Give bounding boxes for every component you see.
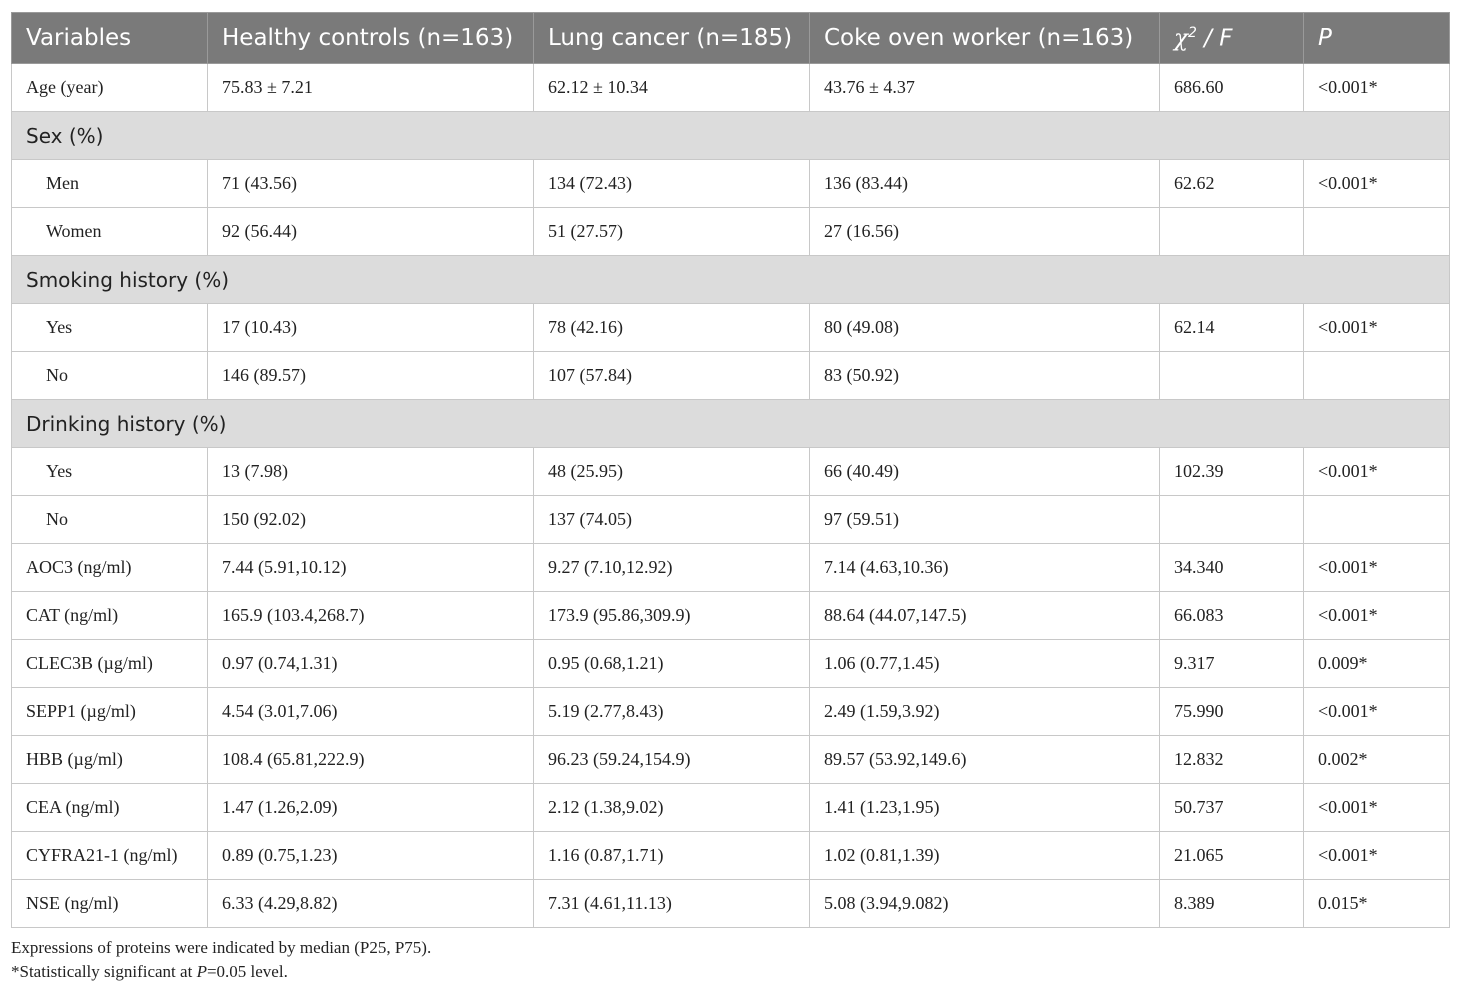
cell-variable: No: [12, 496, 208, 544]
cell-statistic: 50.737: [1160, 784, 1304, 832]
cell-lung-cancer: 1.16 (0.87,1.71): [534, 832, 810, 880]
cell-statistic: 34.340: [1160, 544, 1304, 592]
cell-lung-cancer: 7.31 (4.61,11.13): [534, 880, 810, 928]
cell-healthy-controls: 6.33 (4.29,8.82): [208, 880, 534, 928]
cell-lung-cancer: 51 (27.57): [534, 208, 810, 256]
cell-statistic: 75.990: [1160, 688, 1304, 736]
col-header-coke-oven-worker: Coke oven worker (n=163): [810, 13, 1160, 64]
cell-lung-cancer: 173.9 (95.86,309.9): [534, 592, 810, 640]
cell-coke-oven-worker: 83 (50.92): [810, 352, 1160, 400]
cell-healthy-controls: 0.89 (0.75,1.23): [208, 832, 534, 880]
cell-lung-cancer: 48 (25.95): [534, 448, 810, 496]
cell-statistic: 102.39: [1160, 448, 1304, 496]
cell-healthy-controls: 92 (56.44): [208, 208, 534, 256]
cell-coke-oven-worker: 27 (16.56): [810, 208, 1160, 256]
cell-lung-cancer: 78 (42.16): [534, 304, 810, 352]
cell-lung-cancer: 134 (72.43): [534, 160, 810, 208]
table-row: [12, 688, 1450, 736]
cell-variable: CYFRA21-1 (ng/ml): [12, 832, 208, 880]
cell-coke-oven-worker: 2.49 (1.59,3.92): [810, 688, 1160, 736]
cell-variable: HBB (µg/ml): [12, 736, 208, 784]
cell-variable: Age (year): [12, 64, 208, 112]
cell-variable: No: [12, 352, 208, 400]
cell-statistic: 62.14: [1160, 304, 1304, 352]
cell-variable: CEA (ng/ml): [12, 784, 208, 832]
cell-coke-oven-worker: 80 (49.08): [810, 304, 1160, 352]
cell-healthy-controls: 17 (10.43): [208, 304, 534, 352]
cell-statistic: 21.065: [1160, 832, 1304, 880]
cell-coke-oven-worker: 1.02 (0.81,1.39): [810, 832, 1160, 880]
section-row: [12, 112, 1450, 160]
table-row: [12, 784, 1450, 832]
cell-lung-cancer: 107 (57.84): [534, 352, 810, 400]
cell-coke-oven-worker: 1.06 (0.77,1.45): [810, 640, 1160, 688]
cell-lung-cancer: 2.12 (1.38,9.02): [534, 784, 810, 832]
cell-variable: SEPP1 (µg/ml): [12, 688, 208, 736]
footnote-significance-post: =0.05 level.: [206, 962, 288, 981]
cell-p-value: <0.001*: [1304, 160, 1450, 208]
cell-coke-oven-worker: 1.41 (1.23,1.95): [810, 784, 1160, 832]
col-header-lung-cancer: Lung cancer (n=185): [534, 13, 810, 64]
cell-p-value: 0.009*: [1304, 640, 1450, 688]
cell-p-value: <0.001*: [1304, 688, 1450, 736]
col-header-variables: Variables: [12, 13, 208, 64]
cell-statistic: 8.389: [1160, 880, 1304, 928]
cell-p-value: <0.001*: [1304, 64, 1450, 112]
col-header-p: P: [1304, 13, 1450, 64]
cell-p-value: [1304, 496, 1450, 544]
cell-coke-oven-worker: 43.76 ± 4.37: [810, 64, 1160, 112]
cell-lung-cancer: 9.27 (7.10,12.92): [534, 544, 810, 592]
footnote-significance-pre: *Statistically significant at: [11, 962, 197, 981]
col-header-statistic: [1160, 13, 1304, 64]
cell-coke-oven-worker: 136 (83.44): [810, 160, 1160, 208]
chi-superscript: 2: [1187, 24, 1197, 41]
cell-p-value: [1304, 208, 1450, 256]
cell-variable: CAT (ng/ml): [12, 592, 208, 640]
cell-coke-oven-worker: 89.57 (53.92,149.6): [810, 736, 1160, 784]
cell-lung-cancer: 5.19 (2.77,8.43): [534, 688, 810, 736]
cell-healthy-controls: 150 (92.02): [208, 496, 534, 544]
cell-healthy-controls: 1.47 (1.26,2.09): [208, 784, 534, 832]
cell-variable: Women: [12, 208, 208, 256]
table-row: [12, 448, 1450, 496]
section-row: [12, 256, 1450, 304]
table-row: [12, 64, 1450, 112]
section-row: [12, 400, 1450, 448]
cell-statistic: 12.832: [1160, 736, 1304, 784]
cell-healthy-controls: 4.54 (3.01,7.06): [208, 688, 534, 736]
table-row: [12, 544, 1450, 592]
cell-statistic: 62.62: [1160, 160, 1304, 208]
cell-variable: CLEC3B (µg/ml): [12, 640, 208, 688]
cell-variable: Yes: [12, 448, 208, 496]
footnote-significance-p: P: [196, 962, 207, 981]
cell-statistic: [1160, 352, 1304, 400]
header-row: [12, 13, 1450, 64]
cell-statistic: 686.60: [1160, 64, 1304, 112]
cell-p-value: [1304, 352, 1450, 400]
col-header-healthy-controls: Healthy controls (n=163): [208, 13, 534, 64]
cell-statistic: 66.083: [1160, 592, 1304, 640]
table-row: [12, 304, 1450, 352]
cell-statistic: 9.317: [1160, 640, 1304, 688]
cell-healthy-controls: 71 (43.56): [208, 160, 534, 208]
table-row: [12, 736, 1450, 784]
cell-healthy-controls: 165.9 (103.4,268.7): [208, 592, 534, 640]
footnote-significance: [11, 962, 288, 982]
data-table: [11, 12, 1450, 928]
cell-p-value: <0.001*: [1304, 544, 1450, 592]
table-row: [12, 592, 1450, 640]
cell-p-value: <0.001*: [1304, 592, 1450, 640]
cell-p-value: <0.001*: [1304, 784, 1450, 832]
cell-variable: AOC3 (ng/ml): [12, 544, 208, 592]
cell-statistic: [1160, 208, 1304, 256]
cell-p-value: <0.001*: [1304, 832, 1450, 880]
section-label: Smoking history (%): [12, 256, 1450, 304]
table-row: [12, 832, 1450, 880]
cell-coke-oven-worker: 97 (59.51): [810, 496, 1160, 544]
cell-lung-cancer: 137 (74.05): [534, 496, 810, 544]
cell-coke-oven-worker: 66 (40.49): [810, 448, 1160, 496]
cell-p-value: 0.002*: [1304, 736, 1450, 784]
cell-p-value: <0.001*: [1304, 304, 1450, 352]
stat-f-label: / F: [1196, 25, 1233, 52]
table-row: [12, 208, 1450, 256]
cell-healthy-controls: 146 (89.57): [208, 352, 534, 400]
cell-variable: NSE (ng/ml): [12, 880, 208, 928]
cell-healthy-controls: 13 (7.98): [208, 448, 534, 496]
cell-lung-cancer: 96.23 (59.24,154.9): [534, 736, 810, 784]
cell-coke-oven-worker: 5.08 (3.94,9.082): [810, 880, 1160, 928]
chi-symbol: χ: [1174, 25, 1188, 52]
cell-variable: Yes: [12, 304, 208, 352]
cell-healthy-controls: 108.4 (65.81,222.9): [208, 736, 534, 784]
cell-lung-cancer: 0.95 (0.68,1.21): [534, 640, 810, 688]
cell-statistic: [1160, 496, 1304, 544]
cell-coke-oven-worker: 7.14 (4.63,10.36): [810, 544, 1160, 592]
section-label: Sex (%): [12, 112, 1450, 160]
table-row: [12, 640, 1450, 688]
cell-healthy-controls: 0.97 (0.74,1.31): [208, 640, 534, 688]
cell-healthy-controls: 7.44 (5.91,10.12): [208, 544, 534, 592]
table-row: [12, 496, 1450, 544]
table-body: [12, 64, 1450, 928]
table-row: [12, 160, 1450, 208]
cell-p-value: 0.015*: [1304, 880, 1450, 928]
cell-p-value: <0.001*: [1304, 448, 1450, 496]
table-row: [12, 352, 1450, 400]
table-row: [12, 880, 1450, 928]
cell-lung-cancer: 62.12 ± 10.34: [534, 64, 810, 112]
section-label: Drinking history (%): [12, 400, 1450, 448]
cell-coke-oven-worker: 88.64 (44.07,147.5): [810, 592, 1160, 640]
footnote-median: Expressions of proteins were indicated by median (P25, P75).: [11, 938, 432, 957]
cell-variable: Men: [12, 160, 208, 208]
cell-healthy-controls: 75.83 ± 7.21: [208, 64, 534, 112]
